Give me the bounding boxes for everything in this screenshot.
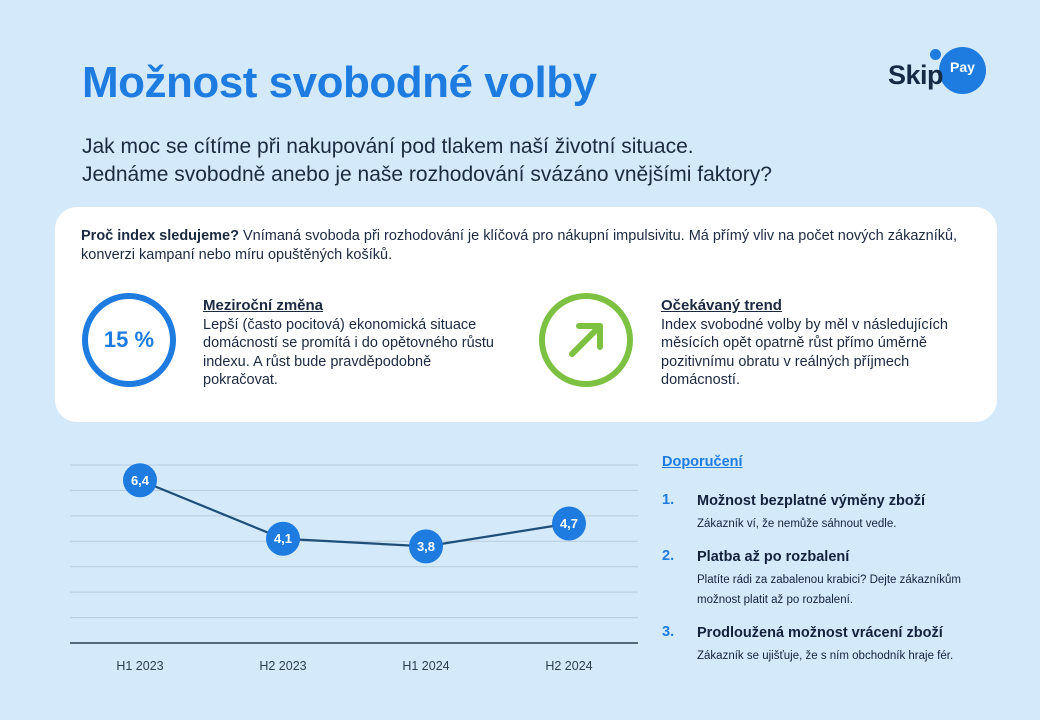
page-subtitle (82, 133, 942, 189)
recommendation-number: 3. (662, 624, 675, 640)
data-label: 6,4 (130, 472, 150, 488)
data-label: 3,8 (416, 538, 436, 554)
logo-skip-text: Skip (888, 60, 944, 90)
why-text: Vnímaná svoboda při rozhodování je klíčová pro nákupní impulsivitu. Má přímý vliv na počet nových zákazníků, konverzi kampaní nebo míru opuštěných košíků. (81, 228, 958, 263)
arrow-up-right-icon (545, 299, 627, 381)
x-tick-label: H1 2023 (116, 659, 164, 673)
data-label: 4,7 (559, 515, 579, 531)
index-line-chart (60, 440, 650, 690)
subtitle-line-2: Jednáme svobodně anebo je naše rozhodování svázáno vnějšími faktory? (82, 163, 772, 186)
yoy-change-value: 15 % (103, 327, 155, 352)
recommendation-item (662, 548, 1002, 610)
recommendation-title: Platba až po rozbalení (697, 549, 850, 565)
trend-title: Očekávaný trend (661, 297, 782, 314)
recommendations-panel (662, 454, 1002, 680)
yoy-change-title: Meziroční změna (203, 297, 324, 314)
recommendation-text: Zákazník se ujišťuje, že s ním obchodník hraje fér. (697, 650, 954, 662)
subtitle-line-1: Jak moc se cítíme při nakupování pod tlakem naší životní situace. (82, 135, 694, 158)
yoy-change-text: Lepší (často pocitová) ekonomická situace domácností se promítá i do opětovného růstu indexu. A růst bude pravděpodobně pokračovat. (203, 316, 494, 388)
info-card (55, 207, 997, 422)
recommendation-number: 1. (662, 492, 675, 508)
skippay-logo (886, 46, 996, 96)
recommendation-title: Možnost bezplatné výměny zboží (697, 493, 925, 509)
why-paragraph (81, 227, 961, 265)
recommendation-title: Prodloužená možnost vrácení zboží (697, 625, 943, 641)
x-tick-label: H1 2024 (402, 659, 450, 673)
recommendation-number: 2. (662, 548, 675, 564)
recommendation-item (662, 624, 1002, 666)
data-label: 4,1 (273, 531, 293, 547)
recommendations-title: Doporučení (662, 454, 743, 470)
chart-x-labels (116, 659, 592, 673)
recommendation-text: Zákazník ví, že nemůže sáhnout vedle. (697, 518, 897, 530)
x-tick-label: H2 2023 (259, 659, 307, 673)
chart-grid (70, 465, 638, 618)
recommendation-text: Platíte rádi za zabalenou krabici? Dejte zákazníkům možnost platit až po rozbalení. (697, 574, 962, 606)
recommendation-item (662, 492, 1002, 534)
trend-text: Index svobodné volby by měl v následujících měsících opět opatrně růst přímo úměrně pozitivnímu obratu v reálných příjmech domácností. (661, 316, 948, 388)
logo-pay-badge: Pay (939, 47, 986, 94)
yoy-change-block (203, 297, 503, 390)
logo-dot (930, 49, 941, 60)
page-title: Možnost svobodné volby (82, 58, 597, 107)
trend-ring (539, 293, 633, 387)
why-label: Proč index sledujeme? (81, 228, 239, 244)
yoy-change-ring (82, 293, 176, 387)
x-tick-label: H2 2024 (545, 659, 593, 673)
trend-block (661, 297, 961, 390)
chart-points (123, 463, 586, 563)
